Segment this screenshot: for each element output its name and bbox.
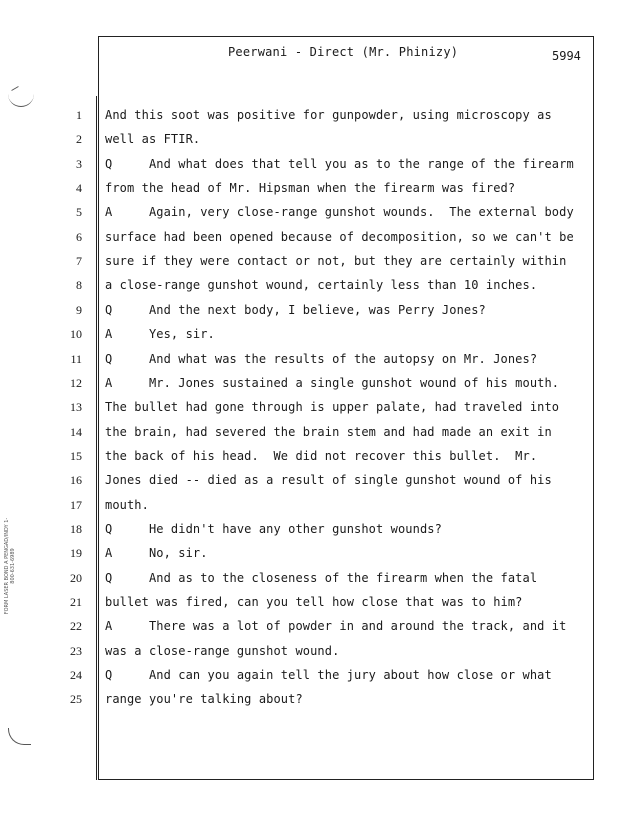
line-number: 6 <box>76 229 82 244</box>
line-number: 7 <box>76 254 82 269</box>
transcript-line-text: Q He didn't have any other gunshot wounds? <box>105 521 442 536</box>
line-number: 9 <box>76 302 82 317</box>
transcript-line-text: a close-range gunshot wound, certainly less than 10 inches. <box>105 278 538 293</box>
transcript-line-text: The bullet had gone through is upper palate, had traveled into <box>105 400 560 415</box>
transcript-line-text: bullet was fired, can you tell how close that was to him? <box>105 595 523 609</box>
line-number: 14 <box>70 424 82 439</box>
page-header-title: Peerwani - Direct (Mr. Phinizy) <box>228 45 459 59</box>
line-number: 12 <box>70 375 82 390</box>
punch-mark-top <box>8 92 34 107</box>
line-number: 21 <box>70 595 82 609</box>
transcript-line-text: the brain, had severed the brain stem and had made an exit in <box>105 424 552 439</box>
form-side-note: FORM LASER BOND A PENGAD/INDY 1-800-631-6989 <box>4 517 16 615</box>
transcript-line-text: range you're talking about? <box>105 692 303 707</box>
line-number: 3 <box>76 156 82 171</box>
line-number: 22 <box>70 619 82 634</box>
transcript-line-text: Q And as to the closeness of the firearm when the fatal <box>105 570 538 585</box>
transcript-line-text: mouth. <box>105 497 149 512</box>
line-number: 24 <box>70 668 82 683</box>
transcript-line-text: A Yes, sir. <box>105 327 215 342</box>
transcript-line-text: sure if they were contact or not, but they are certainly within <box>105 254 567 269</box>
line-number: 20 <box>70 570 82 585</box>
line-number: 15 <box>70 448 82 463</box>
line-number: 10 <box>70 327 82 342</box>
transcript-line-text: Q And what does that tell you as to the range of the firearm <box>105 156 574 171</box>
transcript-line-text: Q And the next body, I believe, was Perry Jones? <box>105 302 486 317</box>
transcript-line-text: was a close-range gunshot wound. <box>105 643 340 658</box>
transcript-line-text: the back of his head. We did not recover this bullet. Mr. <box>105 448 538 463</box>
line-number: 19 <box>70 546 82 561</box>
transcript-line-text: A There was a lot of powder in and around the track, and it <box>105 619 567 634</box>
line-number: 2 <box>76 132 82 147</box>
transcript-line-text: Jones died -- died as a result of single gunshot wound of his <box>105 473 552 488</box>
transcript-line-text: Q And what was the results of the autopsy on Mr. Jones? <box>105 351 538 366</box>
punch-mark-bottom <box>8 728 31 745</box>
line-number: 11 <box>70 351 82 366</box>
transcript-line-text: well as FTIR. <box>105 132 201 147</box>
transcript-line-text: A Again, very close-range gunshot wounds. The external body <box>105 205 574 220</box>
line-number: 1 <box>76 108 82 122</box>
transcript-line-text: Q And can you again tell the jury about how close or what <box>105 668 552 683</box>
line-number: 13 <box>70 400 82 415</box>
line-number: 16 <box>70 473 82 488</box>
line-number: 5 <box>76 205 82 220</box>
line-number: 18 <box>70 521 82 536</box>
transcript-line-text: A No, sir. <box>105 546 208 561</box>
page-number: 5994 <box>552 49 581 63</box>
line-number: 25 <box>70 692 82 707</box>
transcript-line-text: A Mr. Jones sustained a single gunshot wound of his mouth. <box>105 375 560 390</box>
line-number: 23 <box>70 643 82 658</box>
transcript-line-text: surface had been opened because of decomposition, so we can't be <box>105 229 574 244</box>
transcript-line-text: from the head of Mr. Hipsman when the firearm was fired? <box>105 181 516 196</box>
line-number: 17 <box>70 497 82 512</box>
transcript-line-text: And this soot was positive for gunpowder, using microscopy as <box>105 108 552 122</box>
line-number: 4 <box>76 181 82 196</box>
left-margin-rule <box>96 96 97 780</box>
line-number: 8 <box>76 278 82 293</box>
